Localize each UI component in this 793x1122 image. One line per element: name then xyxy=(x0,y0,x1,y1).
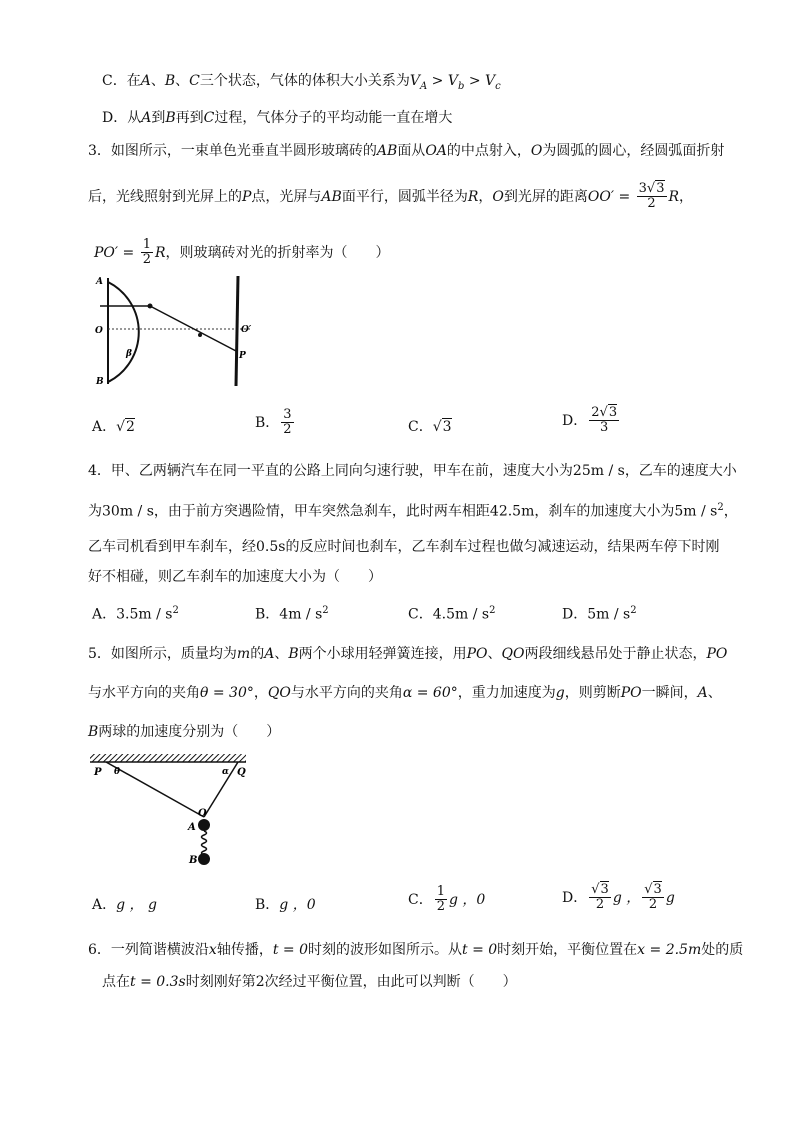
q5-figure-hanging-balls xyxy=(88,754,248,870)
label: A． xyxy=(92,897,117,913)
q4-line3 xyxy=(88,540,719,554)
radicand: 3 xyxy=(608,405,618,420)
q5-option-b[interactable] xyxy=(255,898,316,912)
fraction-1-over-2 xyxy=(141,238,153,268)
text: 两球的加速度分别为（ ） xyxy=(98,724,281,740)
value: 4m / s xyxy=(279,606,323,623)
label-beta: β xyxy=(126,349,132,359)
math-P: P xyxy=(242,188,252,205)
math-B: B xyxy=(88,724,99,740)
q5-line1 xyxy=(88,647,727,661)
text: ， xyxy=(679,188,694,205)
text: 为圆弧的圆心，经圆弧面折射 xyxy=(542,143,725,159)
label-P: P xyxy=(94,767,102,778)
label: B． xyxy=(255,606,280,623)
value: 2 xyxy=(255,974,265,990)
den: 2 xyxy=(595,897,605,913)
text: 时刻开始，平衡位置在 xyxy=(497,942,638,958)
text: 点，光屏与 xyxy=(251,188,322,205)
text: ，乙车的速度大小 xyxy=(624,463,737,479)
sub: b xyxy=(457,80,465,92)
q5-option-a[interactable] xyxy=(92,898,157,912)
math-V: V xyxy=(447,73,458,89)
q3-line3 xyxy=(94,238,390,268)
math-PO: PO xyxy=(706,646,728,662)
math-A: A xyxy=(264,646,275,662)
radicand: 3 xyxy=(656,181,665,196)
radicand: 3 xyxy=(600,882,609,897)
label-B: B xyxy=(189,855,198,866)
den: 2 xyxy=(436,899,445,915)
num: 2 xyxy=(591,405,600,420)
q3-option-a[interactable]: A．√2 xyxy=(92,419,135,435)
sep: 、 xyxy=(150,73,165,89)
q6-line2 xyxy=(102,975,517,989)
ball-A xyxy=(198,819,210,831)
label: D． xyxy=(562,412,588,429)
math-A: A xyxy=(697,685,708,701)
refracted-ray xyxy=(150,306,236,351)
math-AB: AB xyxy=(321,188,342,205)
math-O: O xyxy=(530,143,543,159)
q4-line2 xyxy=(88,503,738,519)
text: ，则剪断 xyxy=(564,685,621,701)
text: 时刻刚好第 xyxy=(185,974,256,990)
math-B: B xyxy=(288,646,299,662)
value: g ， g xyxy=(116,897,157,913)
math-C: C xyxy=(189,73,200,89)
math-AB: AB xyxy=(376,143,398,159)
screen-line xyxy=(236,276,238,386)
text: ， xyxy=(723,503,738,520)
label: D． xyxy=(562,606,588,623)
fraction xyxy=(281,408,293,438)
math-QO: QO xyxy=(267,685,291,701)
ball-B xyxy=(198,853,210,865)
q4-line1 xyxy=(88,464,737,478)
value: 5m / s xyxy=(587,606,631,623)
label: A． xyxy=(92,419,117,435)
text: ，刹车的加速度大小为 xyxy=(534,503,675,520)
math-PO: PO xyxy=(466,646,488,662)
value: 0.5s xyxy=(256,539,286,555)
q5-line3 xyxy=(88,725,280,739)
sup: 2 xyxy=(489,605,496,616)
ray-crossing-dot xyxy=(198,333,202,337)
q6-line1 xyxy=(88,943,743,957)
text: D．从 xyxy=(102,110,142,126)
math-V: V xyxy=(485,73,496,89)
spring xyxy=(202,831,207,855)
text: 面从 xyxy=(397,143,426,159)
text: 3．如图所示，一束单色光垂直半圆形玻璃砖的 xyxy=(88,143,377,159)
math-t1: t = 0.3s xyxy=(130,974,186,990)
value: 4.5m / s xyxy=(432,606,490,623)
text: C．在 xyxy=(102,73,141,89)
text: ，则玻璃砖对光的折射率为（ ） xyxy=(165,244,390,261)
text: 两段细线悬吊处于静止状态， xyxy=(524,646,707,662)
q3-line1 xyxy=(88,144,724,158)
gt: > xyxy=(464,73,486,89)
text: 到光屏的距离 xyxy=(503,188,588,205)
text: 6．一列简谐横波沿 xyxy=(88,942,209,958)
label-A: A xyxy=(96,277,103,287)
string-PO xyxy=(106,762,204,817)
radicand: 3 xyxy=(653,882,662,897)
sep: 、 xyxy=(487,646,502,662)
math-x-pos: x = 2.5m xyxy=(637,942,702,958)
value: 5m / s xyxy=(674,503,718,520)
label: A． xyxy=(92,606,117,623)
text: ，重力加速度为 xyxy=(457,685,556,701)
math-g: g xyxy=(555,685,565,701)
label: C． xyxy=(408,419,433,435)
math-A: A xyxy=(140,73,151,89)
text: 点在 xyxy=(102,974,130,990)
num: 1 xyxy=(142,237,151,252)
q3-line2 xyxy=(88,182,693,212)
den: 2 xyxy=(142,252,151,268)
q3-option-b[interactable] xyxy=(255,408,296,438)
ceiling-hatched xyxy=(90,754,246,762)
fraction-3root3-over-2: $\frac{3√3}{2}$ xyxy=(638,181,665,212)
label-Oprime: O′ xyxy=(241,325,252,335)
text: 面平行，圆弧半径为 xyxy=(341,188,468,205)
q4-line4: 好不相碰，则乙车刹车的加速度大小为（ ） xyxy=(88,569,382,585)
math-V: V xyxy=(409,73,420,89)
q3-option-c[interactable]: C．√3 xyxy=(408,419,452,435)
q5-option-c[interactable] xyxy=(408,885,485,915)
label-Q: Q xyxy=(237,767,246,778)
math-theta: θ = 30° xyxy=(200,685,254,701)
math-QO: QO xyxy=(501,646,525,662)
label: C． xyxy=(408,606,433,623)
den: 2 xyxy=(648,897,658,913)
math-m: m xyxy=(236,646,251,662)
sup: 2 xyxy=(172,605,179,616)
text: 三个状态，气体的体积大小关系为 xyxy=(199,73,410,89)
num: 3 xyxy=(638,181,647,196)
text: 乙车司机看到甲车刹车，经 xyxy=(88,539,256,555)
label: B． xyxy=(255,897,280,913)
text: 轴传播， xyxy=(216,942,273,958)
den: 3 xyxy=(600,420,609,436)
sub: c xyxy=(495,80,501,92)
fraction: $\frac{√3}{2}$ xyxy=(591,882,609,913)
sup: 2 xyxy=(717,502,724,513)
sup: 2 xyxy=(630,605,637,616)
gt: > xyxy=(427,73,448,89)
den: 2 xyxy=(647,196,656,212)
q4-option-a[interactable] xyxy=(92,606,179,622)
math-alpha: α = 60° xyxy=(402,685,458,701)
q4-option-d[interactable] xyxy=(562,606,637,622)
value: 3.5m / s xyxy=(116,606,173,623)
text: 处的质 xyxy=(701,942,744,958)
text: 过程，气体分子的平均动能一直在增大 xyxy=(214,110,453,126)
sep: 、 xyxy=(707,685,722,701)
text: 的反应时间也刹车，乙车刹车过程也做匀减速运动，结果两车停下时刚 xyxy=(285,539,720,555)
text: 两个小球用轻弹簧连接，用 xyxy=(298,646,467,662)
label-alpha: α xyxy=(222,767,229,777)
sep: 、 xyxy=(274,646,289,662)
q5-line2 xyxy=(88,686,722,700)
label-B: B xyxy=(96,377,104,387)
semicircle-arc xyxy=(108,282,139,382)
math-t0: t = 0 xyxy=(272,942,308,958)
q3-option-d[interactable] xyxy=(562,406,621,436)
text: 一瞬间， xyxy=(641,685,698,701)
math-O: O xyxy=(492,188,504,205)
label: D． xyxy=(562,889,588,906)
math-R: R xyxy=(668,188,680,205)
q5-option-d[interactable] xyxy=(562,883,675,913)
text: 时刻的波形如图所示。从 xyxy=(308,942,462,958)
num: 1 xyxy=(436,884,445,899)
text: ， xyxy=(253,685,268,701)
option-c-prev xyxy=(102,74,501,92)
label-theta: θ xyxy=(114,767,121,777)
math-OO: OO′ = xyxy=(587,188,631,205)
q4-option-c[interactable] xyxy=(408,606,495,622)
text: 到 xyxy=(151,110,166,126)
fraction: $\frac{2√3}{3}$ xyxy=(591,405,618,436)
math-PO: PO xyxy=(620,685,642,701)
value: g ，0 xyxy=(449,891,486,908)
text: 的 xyxy=(250,646,265,662)
value: 25m / s xyxy=(572,463,625,479)
num: 3 xyxy=(283,407,292,422)
math-t0: t = 0 xyxy=(462,942,498,958)
math-A: A xyxy=(141,110,152,126)
option-d-prev xyxy=(102,111,452,125)
sep: 、 xyxy=(175,73,190,89)
radicand: 2 xyxy=(126,419,135,435)
math-C: C xyxy=(203,110,215,126)
value: g xyxy=(665,889,675,906)
sub: A xyxy=(419,80,428,92)
label-A: A xyxy=(188,822,196,833)
den: 2 xyxy=(283,422,292,438)
math-x: x xyxy=(208,942,217,958)
math-OA: OA xyxy=(425,143,447,159)
text: 次经过平衡位置，由此可以判断（ ） xyxy=(264,974,517,990)
text: 再到 xyxy=(175,110,204,126)
label: C． xyxy=(408,891,433,908)
value: g ， xyxy=(612,889,641,906)
fraction xyxy=(435,885,447,915)
label-O: O xyxy=(95,326,103,336)
value: g ，0 xyxy=(279,897,316,913)
text: 与水平方向的夹角 xyxy=(290,685,403,701)
math-B: B xyxy=(164,73,176,89)
q3-figure-glass-semicircle xyxy=(92,274,262,394)
math-B: B xyxy=(165,110,176,126)
radicand: 3 xyxy=(442,419,452,435)
text: 后，光线照射到光屏上的 xyxy=(88,188,242,205)
text: ，由于前方突遇险情，甲车突然急刹车，此时两车相距 xyxy=(153,503,490,520)
label: B． xyxy=(255,414,280,431)
text: 为 xyxy=(88,503,102,520)
value: 30m / s xyxy=(102,503,154,520)
label-O: O xyxy=(198,808,207,819)
text: ， xyxy=(478,188,493,205)
string-QO xyxy=(204,762,238,817)
fraction: $\frac{√3}{2}$ xyxy=(644,882,662,913)
math-R: R xyxy=(155,244,166,261)
q4-option-b[interactable] xyxy=(255,606,329,622)
text: 的中点射入， xyxy=(446,143,531,159)
sup: 2 xyxy=(322,605,329,616)
math-PO: PO′ = xyxy=(94,244,135,261)
label-P: P xyxy=(239,351,246,361)
text: 4．甲、乙两辆汽车在同一平直的公路上同向匀速行驶，甲车在前，速度大小为 xyxy=(88,463,573,479)
text: 5．如图所示，质量均为 xyxy=(88,646,237,662)
math-R: R xyxy=(467,188,479,205)
value: 42.5m xyxy=(489,503,535,520)
text: 与水平方向的夹角 xyxy=(88,685,200,701)
